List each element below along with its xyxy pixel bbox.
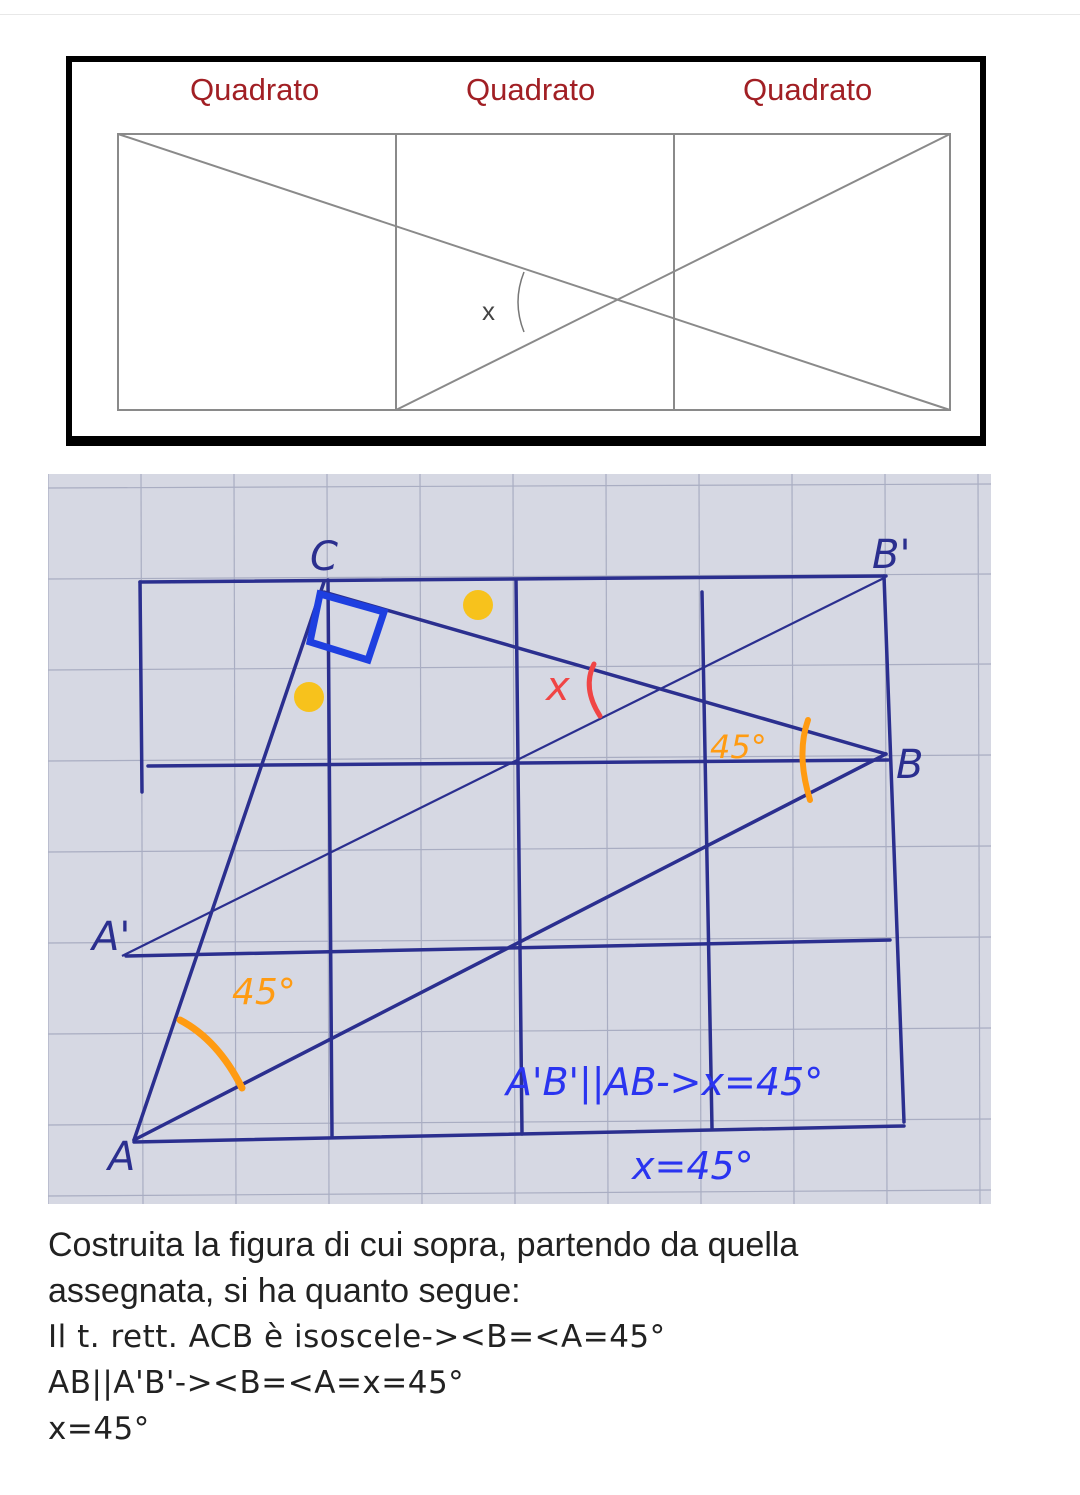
grid-v3 bbox=[702, 592, 712, 1128]
square-label-3: Quadrato bbox=[743, 72, 873, 107]
right-angle-mark bbox=[310, 594, 384, 660]
equal-angle-dot-1 bbox=[463, 590, 493, 620]
angle-x-label: x bbox=[482, 296, 495, 326]
segment-cb bbox=[324, 592, 886, 754]
construction-photo bbox=[48, 474, 991, 1204]
angle-arc-a bbox=[180, 1020, 242, 1088]
square-label-1: Quadrato bbox=[190, 72, 320, 107]
label-b: B bbox=[896, 742, 924, 788]
square-label-2: Quadrato bbox=[466, 72, 596, 107]
label-angle-a: 45° bbox=[232, 972, 296, 1013]
answer-intro: Costruita la figura di cui sopra, partendo da quella assegnata, si ha quanto segue: bbox=[48, 1226, 799, 1310]
label-a: A bbox=[108, 1134, 136, 1180]
top-divider bbox=[0, 14, 1080, 15]
answer-line-1: Il t. rett. ACB è isoscele-><B=<A=45° bbox=[48, 1319, 666, 1355]
label-c: C bbox=[310, 534, 338, 580]
answer-line-2: AB||A'B'-><B=<A=x=45° bbox=[48, 1365, 465, 1401]
grid-left bbox=[140, 582, 142, 792]
label-b-prime: B' bbox=[872, 532, 911, 578]
grid-v2 bbox=[516, 580, 522, 1134]
label-x-mark: x bbox=[546, 664, 570, 710]
parallel-note: A'B'||AB->x=45° bbox=[506, 1060, 824, 1104]
problem-figure-canvas bbox=[72, 62, 980, 436]
answer-text bbox=[48, 1222, 1028, 1452]
diagonal-long bbox=[118, 134, 950, 410]
squares-drawing bbox=[72, 62, 980, 436]
label-a-prime: A' bbox=[92, 914, 131, 960]
equal-angle-dot-2 bbox=[294, 682, 324, 712]
problem-figure bbox=[66, 56, 986, 446]
angle-arc-x bbox=[518, 272, 524, 332]
label-angle-b: 45° bbox=[710, 728, 767, 766]
answer-line-3: x=45° bbox=[48, 1411, 150, 1447]
grid-bottom bbox=[134, 1126, 904, 1142]
result-note: x=45° bbox=[632, 1144, 754, 1188]
